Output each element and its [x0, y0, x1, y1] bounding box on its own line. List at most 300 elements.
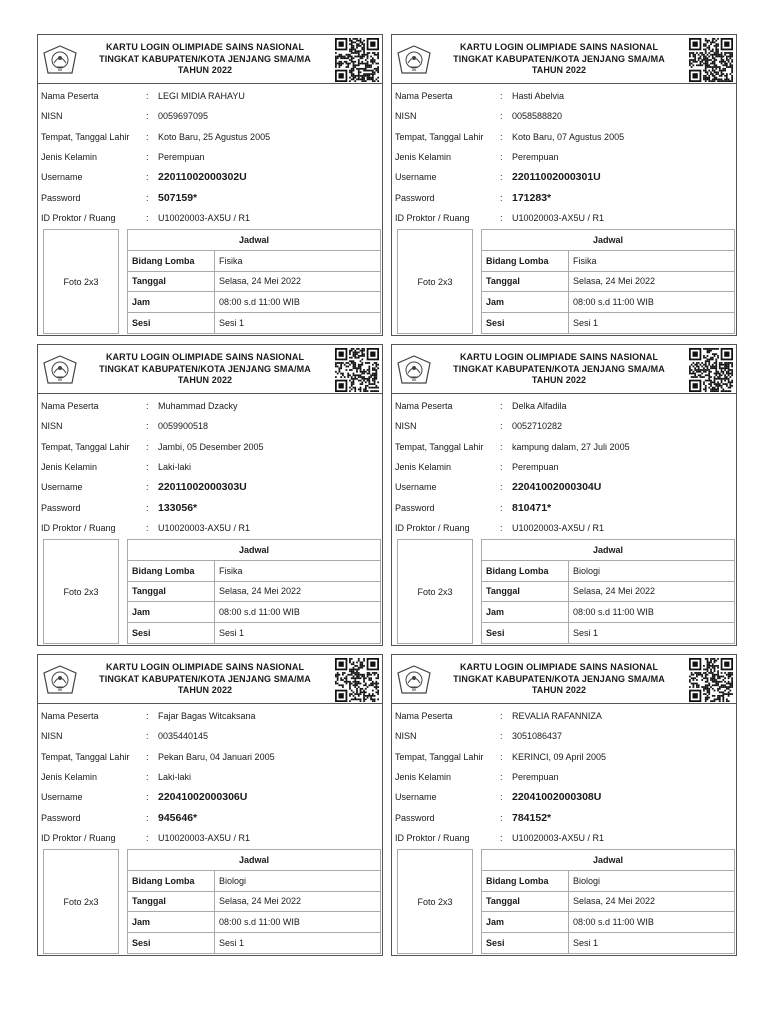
- label-password: Password: [395, 192, 435, 203]
- photo-label: Foto 2x3: [417, 896, 453, 907]
- value-username: 22041002000308U: [512, 791, 602, 804]
- value-jam: 08:00 s.d 11:00 WIB: [569, 912, 735, 933]
- label-jenis-kelamin: Jenis Kelamin: [41, 462, 98, 473]
- row-ttl: [38, 127, 382, 147]
- tut-wuri-handayani-logo-icon: [397, 665, 431, 695]
- label-password: Password: [41, 502, 81, 513]
- label-nama: Nama Peserta: [41, 91, 99, 102]
- schedule-title: Jadwal: [128, 850, 381, 871]
- label-password: Password: [41, 812, 81, 823]
- value-nama: REVALIA RAFANNIZA: [512, 711, 602, 722]
- row-nisn: [392, 726, 736, 746]
- row-password: [38, 807, 382, 827]
- colon: :: [500, 91, 503, 102]
- photo-placeholder: [43, 229, 119, 334]
- title-line-3: TAHUN 2022: [177, 375, 233, 385]
- card-title: [434, 42, 684, 77]
- value-tanggal: Selasa, 24 Mei 2022: [569, 581, 735, 602]
- colon: :: [146, 192, 149, 203]
- schedule-row: [128, 560, 381, 581]
- value-tanggal: Selasa, 24 Mei 2022: [215, 271, 381, 292]
- label-password: Password: [395, 812, 435, 823]
- value-nama: Muhammad Dzacky: [158, 401, 238, 412]
- title-line-3: TAHUN 2022: [531, 375, 587, 385]
- qr-code-icon: [335, 38, 379, 82]
- card-header: [38, 345, 382, 394]
- value-proktor: U10020003-AX5U / R1: [158, 832, 251, 843]
- participant-info: [392, 704, 736, 848]
- photo-placeholder: [43, 539, 119, 644]
- schedule-row: [128, 602, 381, 623]
- value-sesi: Sesi 1: [569, 933, 735, 954]
- title-line-3: TAHUN 2022: [177, 65, 233, 75]
- row-nisn: [38, 106, 382, 126]
- label-sesi: Sesi: [128, 313, 215, 334]
- value-sesi: Sesi 1: [569, 623, 735, 644]
- row-nama: [392, 396, 736, 416]
- schedule-header-row: [482, 540, 735, 561]
- login-card: [391, 344, 737, 646]
- value-ttl: Pekan Baru, 04 Januari 2005: [158, 751, 275, 762]
- schedule-row: [482, 870, 735, 891]
- value-tanggal: Selasa, 24 Mei 2022: [569, 271, 735, 292]
- card-header: [392, 345, 736, 394]
- label-tanggal: Tanggal: [482, 581, 569, 602]
- row-nama: [38, 706, 382, 726]
- colon: :: [500, 421, 503, 432]
- value-password: 133056*: [158, 501, 198, 514]
- card-bottom: [397, 539, 735, 644]
- title-line-1: KARTU LOGIN OLIMPIADE SAINS NASIONAL: [459, 662, 659, 672]
- schedule-row: [482, 292, 735, 313]
- value-password: 945646*: [158, 811, 198, 824]
- label-username: Username: [395, 172, 437, 183]
- label-username: Username: [395, 482, 437, 493]
- label-jam: Jam: [128, 912, 215, 933]
- value-nisn: 0035440145: [158, 731, 209, 742]
- colon: :: [500, 152, 503, 163]
- value-ttl: Koto Baru, 25 Agustus 2005: [158, 131, 271, 142]
- value-nama: Delka Alfadila: [512, 401, 567, 412]
- row-nama: [38, 86, 382, 106]
- value-tanggal: Selasa, 24 Mei 2022: [569, 891, 735, 912]
- label-nisn: NISN: [395, 421, 417, 432]
- schedule-row: [482, 271, 735, 292]
- row-password: [38, 497, 382, 517]
- label-proktor: ID Proktor / Ruang: [41, 522, 116, 533]
- value-username: 22011002000302U: [158, 171, 247, 184]
- colon: :: [146, 812, 149, 823]
- schedule-row: [128, 250, 381, 271]
- value-bidang: Fisika: [215, 250, 381, 271]
- value-ttl: kampung dalam, 27 Juli 2005: [512, 441, 630, 452]
- colon: :: [500, 462, 503, 473]
- colon: :: [500, 212, 503, 223]
- colon: :: [500, 772, 503, 783]
- row-ttl: [38, 437, 382, 457]
- title-line-1: KARTU LOGIN OLIMPIADE SAINS NASIONAL: [459, 42, 659, 52]
- schedule-table: [481, 849, 735, 954]
- label-nisn: NISN: [41, 731, 63, 742]
- card-header: [392, 35, 736, 84]
- colon: :: [146, 772, 149, 783]
- row-proktor: [392, 828, 736, 848]
- label-jenis-kelamin: Jenis Kelamin: [41, 152, 98, 163]
- label-jam: Jam: [128, 292, 215, 313]
- photo-label: Foto 2x3: [63, 896, 99, 907]
- card-title: [80, 42, 330, 77]
- label-nama: Nama Peserta: [395, 711, 453, 722]
- schedule-row: [482, 250, 735, 271]
- row-proktor: [38, 208, 382, 228]
- row-nisn: [392, 416, 736, 436]
- tut-wuri-handayani-logo-icon: [397, 355, 431, 385]
- row-password: [392, 807, 736, 827]
- colon: :: [146, 91, 149, 102]
- value-password: 171283*: [512, 191, 552, 204]
- tut-wuri-handayani-logo-icon: [43, 45, 77, 75]
- schedule-row: [128, 292, 381, 313]
- schedule-row: [482, 623, 735, 644]
- value-jenis-kelamin: Laki-laki: [158, 462, 192, 473]
- label-proktor: ID Proktor / Ruang: [395, 832, 470, 843]
- row-username: [392, 477, 736, 497]
- value-proktor: U10020003-AX5U / R1: [158, 212, 251, 223]
- label-proktor: ID Proktor / Ruang: [395, 212, 470, 223]
- label-username: Username: [41, 172, 83, 183]
- schedule-table: [127, 539, 381, 644]
- value-jam: 08:00 s.d 11:00 WIB: [569, 292, 735, 313]
- schedule-table: [481, 229, 735, 334]
- value-sesi: Sesi 1: [215, 623, 381, 644]
- value-sesi: Sesi 1: [215, 933, 381, 954]
- colon: :: [500, 441, 503, 452]
- label-tanggal: Tanggal: [128, 581, 215, 602]
- photo-placeholder: [397, 539, 473, 644]
- colon: :: [500, 751, 503, 762]
- schedule-header-row: [482, 230, 735, 251]
- label-nisn: NISN: [395, 111, 417, 122]
- row-ttl: [38, 747, 382, 767]
- colon: :: [146, 751, 149, 762]
- schedule-row: [482, 912, 735, 933]
- value-jenis-kelamin: Perempuan: [158, 152, 205, 163]
- label-proktor: ID Proktor / Ruang: [41, 832, 116, 843]
- card-title: [80, 352, 330, 387]
- value-sesi: Sesi 1: [569, 313, 735, 334]
- schedule-title: Jadwal: [128, 230, 381, 251]
- value-nisn: 3051086437: [512, 731, 563, 742]
- label-jam: Jam: [482, 912, 569, 933]
- value-bidang: Fisika: [569, 250, 735, 271]
- value-nisn: 0059697095: [158, 111, 209, 122]
- label-ttl: Tempat, Tanggal Lahir: [395, 751, 484, 762]
- photo-placeholder: [43, 849, 119, 954]
- title-line-1: KARTU LOGIN OLIMPIADE SAINS NASIONAL: [459, 352, 659, 362]
- value-proktor: U10020003-AX5U / R1: [512, 832, 605, 843]
- row-nama: [38, 396, 382, 416]
- colon: :: [146, 131, 149, 142]
- label-ttl: Tempat, Tanggal Lahir: [41, 441, 130, 452]
- schedule-header-row: [482, 850, 735, 871]
- label-proktor: ID Proktor / Ruang: [41, 212, 116, 223]
- value-jenis-kelamin: Perempuan: [512, 462, 559, 473]
- schedule-row: [482, 891, 735, 912]
- label-username: Username: [41, 482, 83, 493]
- schedule-header-row: [128, 540, 381, 561]
- title-line-1: KARTU LOGIN OLIMPIADE SAINS NASIONAL: [105, 662, 305, 672]
- label-nama: Nama Peserta: [41, 401, 99, 412]
- label-ttl: Tempat, Tanggal Lahir: [41, 131, 130, 142]
- value-jenis-kelamin: Laki-laki: [158, 772, 192, 783]
- value-ttl: Koto Baru, 07 Agustus 2005: [512, 131, 625, 142]
- qr-code-icon: [689, 348, 733, 392]
- schedule-header-row: [128, 230, 381, 251]
- label-bidang: Bidang Lomba: [128, 560, 215, 581]
- tut-wuri-handayani-logo-icon: [43, 665, 77, 695]
- value-jam: 08:00 s.d 11:00 WIB: [215, 912, 381, 933]
- value-proktor: U10020003-AX5U / R1: [158, 522, 251, 533]
- tut-wuri-handayani-logo-icon: [397, 45, 431, 75]
- colon: :: [500, 482, 503, 493]
- label-nisn: NISN: [41, 111, 63, 122]
- title-line-2: TINGKAT KABUPATEN/KOTA JENJANG SMA/MA: [99, 363, 311, 374]
- photo-label: Foto 2x3: [417, 276, 453, 287]
- schedule-title: Jadwal: [482, 540, 735, 561]
- value-bidang: Biologi: [215, 870, 381, 891]
- label-ttl: Tempat, Tanggal Lahir: [41, 751, 130, 762]
- card-header: [38, 35, 382, 84]
- label-password: Password: [395, 502, 435, 513]
- value-username: 22041002000306U: [158, 791, 248, 804]
- label-jenis-kelamin: Jenis Kelamin: [395, 462, 452, 473]
- colon: :: [146, 792, 149, 803]
- title-line-2: TINGKAT KABUPATEN/KOTA JENJANG SMA/MA: [99, 53, 311, 64]
- card-title: [80, 662, 330, 697]
- row-jenis-kelamin: [38, 147, 382, 167]
- value-ttl: KERINCI, 09 April 2005: [512, 751, 607, 762]
- schedule-row: [482, 602, 735, 623]
- title-line-3: TAHUN 2022: [177, 685, 233, 695]
- row-nisn: [392, 106, 736, 126]
- value-bidang: Biologi: [569, 560, 735, 581]
- label-nama: Nama Peserta: [395, 401, 453, 412]
- colon: :: [146, 111, 149, 122]
- label-nama: Nama Peserta: [395, 91, 453, 102]
- value-jam: 08:00 s.d 11:00 WIB: [215, 292, 381, 313]
- row-password: [38, 187, 382, 207]
- title-line-1: KARTU LOGIN OLIMPIADE SAINS NASIONAL: [105, 352, 305, 362]
- card-bottom: [397, 229, 735, 334]
- value-nisn: 0059900518: [158, 421, 209, 432]
- colon: :: [146, 441, 149, 452]
- colon: :: [500, 522, 503, 533]
- value-password: 784152*: [512, 811, 552, 824]
- value-sesi: Sesi 1: [215, 313, 381, 334]
- title-line-2: TINGKAT KABUPATEN/KOTA JENJANG SMA/MA: [453, 673, 665, 684]
- card-title: [434, 662, 684, 697]
- value-nisn: 0052710282: [512, 421, 563, 432]
- login-card: [37, 654, 383, 956]
- row-ttl: [392, 437, 736, 457]
- login-card: [391, 654, 737, 956]
- schedule-row: [128, 271, 381, 292]
- schedule-title: Jadwal: [482, 850, 735, 871]
- row-username: [392, 787, 736, 807]
- participant-info: [38, 394, 382, 538]
- schedule-row: [128, 313, 381, 334]
- value-ttl: Jambi, 05 Desember 2005: [158, 441, 264, 452]
- photo-label: Foto 2x3: [417, 586, 453, 597]
- row-proktor: [38, 828, 382, 848]
- colon: :: [146, 502, 149, 513]
- row-password: [392, 497, 736, 517]
- label-tanggal: Tanggal: [128, 891, 215, 912]
- title-line-2: TINGKAT KABUPATEN/KOTA JENJANG SMA/MA: [99, 673, 311, 684]
- label-jam: Jam: [482, 292, 569, 313]
- card-bottom: [397, 849, 735, 954]
- schedule-row: [482, 560, 735, 581]
- label-username: Username: [41, 792, 83, 803]
- schedule-row: [482, 581, 735, 602]
- schedule-title: Jadwal: [482, 230, 735, 251]
- value-nama: Hasti Abelvia: [512, 91, 565, 102]
- card-bottom: [43, 849, 381, 954]
- card-grid: [37, 34, 737, 956]
- title-line-1: KARTU LOGIN OLIMPIADE SAINS NASIONAL: [105, 42, 305, 52]
- participant-info: [38, 84, 382, 228]
- label-bidang: Bidang Lomba: [128, 870, 215, 891]
- title-line-2: TINGKAT KABUPATEN/KOTA JENJANG SMA/MA: [453, 53, 665, 64]
- schedule-row: [128, 891, 381, 912]
- colon: :: [146, 401, 149, 412]
- colon: :: [146, 731, 149, 742]
- value-proktor: U10020003-AX5U / R1: [512, 212, 605, 223]
- row-jenis-kelamin: [392, 457, 736, 477]
- value-proktor: U10020003-AX5U / R1: [512, 522, 605, 533]
- value-bidang: Biologi: [569, 870, 735, 891]
- label-bidang: Bidang Lomba: [482, 560, 569, 581]
- qr-code-icon: [335, 348, 379, 392]
- value-username: 22011002000301U: [512, 171, 601, 184]
- schedule-row: [128, 581, 381, 602]
- tut-wuri-handayani-logo-icon: [43, 355, 77, 385]
- colon: :: [500, 731, 503, 742]
- qr-code-icon: [689, 658, 733, 702]
- colon: :: [500, 401, 503, 412]
- label-nama: Nama Peserta: [41, 711, 99, 722]
- value-jam: 08:00 s.d 11:00 WIB: [569, 602, 735, 623]
- colon: :: [146, 711, 149, 722]
- colon: :: [146, 172, 149, 183]
- value-username: 22041002000304U: [512, 481, 602, 494]
- colon: :: [500, 192, 503, 203]
- label-ttl: Tempat, Tanggal Lahir: [395, 441, 484, 452]
- colon: :: [146, 522, 149, 533]
- label-username: Username: [395, 792, 437, 803]
- schedule-header-row: [128, 850, 381, 871]
- schedule-table: [127, 229, 381, 334]
- label-nisn: NISN: [395, 731, 417, 742]
- label-jenis-kelamin: Jenis Kelamin: [395, 772, 452, 783]
- card-bottom: [43, 229, 381, 334]
- photo-label: Foto 2x3: [63, 586, 99, 597]
- label-sesi: Sesi: [128, 933, 215, 954]
- row-username: [38, 477, 382, 497]
- label-tanggal: Tanggal: [128, 271, 215, 292]
- row-username: [392, 167, 736, 187]
- card-title: [434, 352, 684, 387]
- row-ttl: [392, 747, 736, 767]
- photo-placeholder: [397, 229, 473, 334]
- value-bidang: Fisika: [215, 560, 381, 581]
- label-jam: Jam: [482, 602, 569, 623]
- row-jenis-kelamin: [38, 767, 382, 787]
- colon: :: [500, 711, 503, 722]
- row-proktor: [392, 518, 736, 538]
- value-nisn: 0058588820: [512, 111, 563, 122]
- value-password: 507159*: [158, 191, 198, 204]
- label-ttl: Tempat, Tanggal Lahir: [395, 131, 484, 142]
- value-nama: Fajar Bagas Witcaksana: [158, 711, 256, 722]
- participant-info: [38, 704, 382, 848]
- colon: :: [500, 792, 503, 803]
- label-tanggal: Tanggal: [482, 891, 569, 912]
- photo-placeholder: [397, 849, 473, 954]
- title-line-3: TAHUN 2022: [531, 685, 587, 695]
- colon: :: [500, 172, 503, 183]
- value-nama: LEGI MIDIA RAHAYU: [158, 91, 245, 102]
- label-jenis-kelamin: Jenis Kelamin: [41, 772, 98, 783]
- participant-info: [392, 84, 736, 228]
- photo-label: Foto 2x3: [63, 276, 99, 287]
- row-proktor: [392, 208, 736, 228]
- value-jam: 08:00 s.d 11:00 WIB: [215, 602, 381, 623]
- participant-info: [392, 394, 736, 538]
- colon: :: [500, 131, 503, 142]
- row-username: [38, 787, 382, 807]
- label-sesi: Sesi: [482, 623, 569, 644]
- value-jenis-kelamin: Perempuan: [512, 152, 559, 163]
- card-header: [38, 655, 382, 704]
- row-jenis-kelamin: [392, 147, 736, 167]
- login-card: [37, 34, 383, 336]
- schedule-row: [128, 870, 381, 891]
- schedule-row: [128, 933, 381, 954]
- card-bottom: [43, 539, 381, 644]
- schedule-row: [482, 933, 735, 954]
- row-username: [38, 167, 382, 187]
- login-card: [391, 34, 737, 336]
- title-line-2: TINGKAT KABUPATEN/KOTA JENJANG SMA/MA: [453, 363, 665, 374]
- title-line-3: TAHUN 2022: [531, 65, 587, 75]
- row-nisn: [38, 726, 382, 746]
- colon: :: [146, 482, 149, 493]
- value-tanggal: Selasa, 24 Mei 2022: [215, 891, 381, 912]
- label-password: Password: [41, 192, 81, 203]
- colon: :: [146, 832, 149, 843]
- row-nisn: [38, 416, 382, 436]
- colon: :: [500, 812, 503, 823]
- value-username: 22011002000303U: [158, 481, 247, 494]
- schedule-row: [128, 912, 381, 933]
- colon: :: [500, 502, 503, 513]
- label-sesi: Sesi: [128, 623, 215, 644]
- row-nama: [392, 706, 736, 726]
- label-tanggal: Tanggal: [482, 271, 569, 292]
- schedule-row: [128, 623, 381, 644]
- label-jenis-kelamin: Jenis Kelamin: [395, 152, 452, 163]
